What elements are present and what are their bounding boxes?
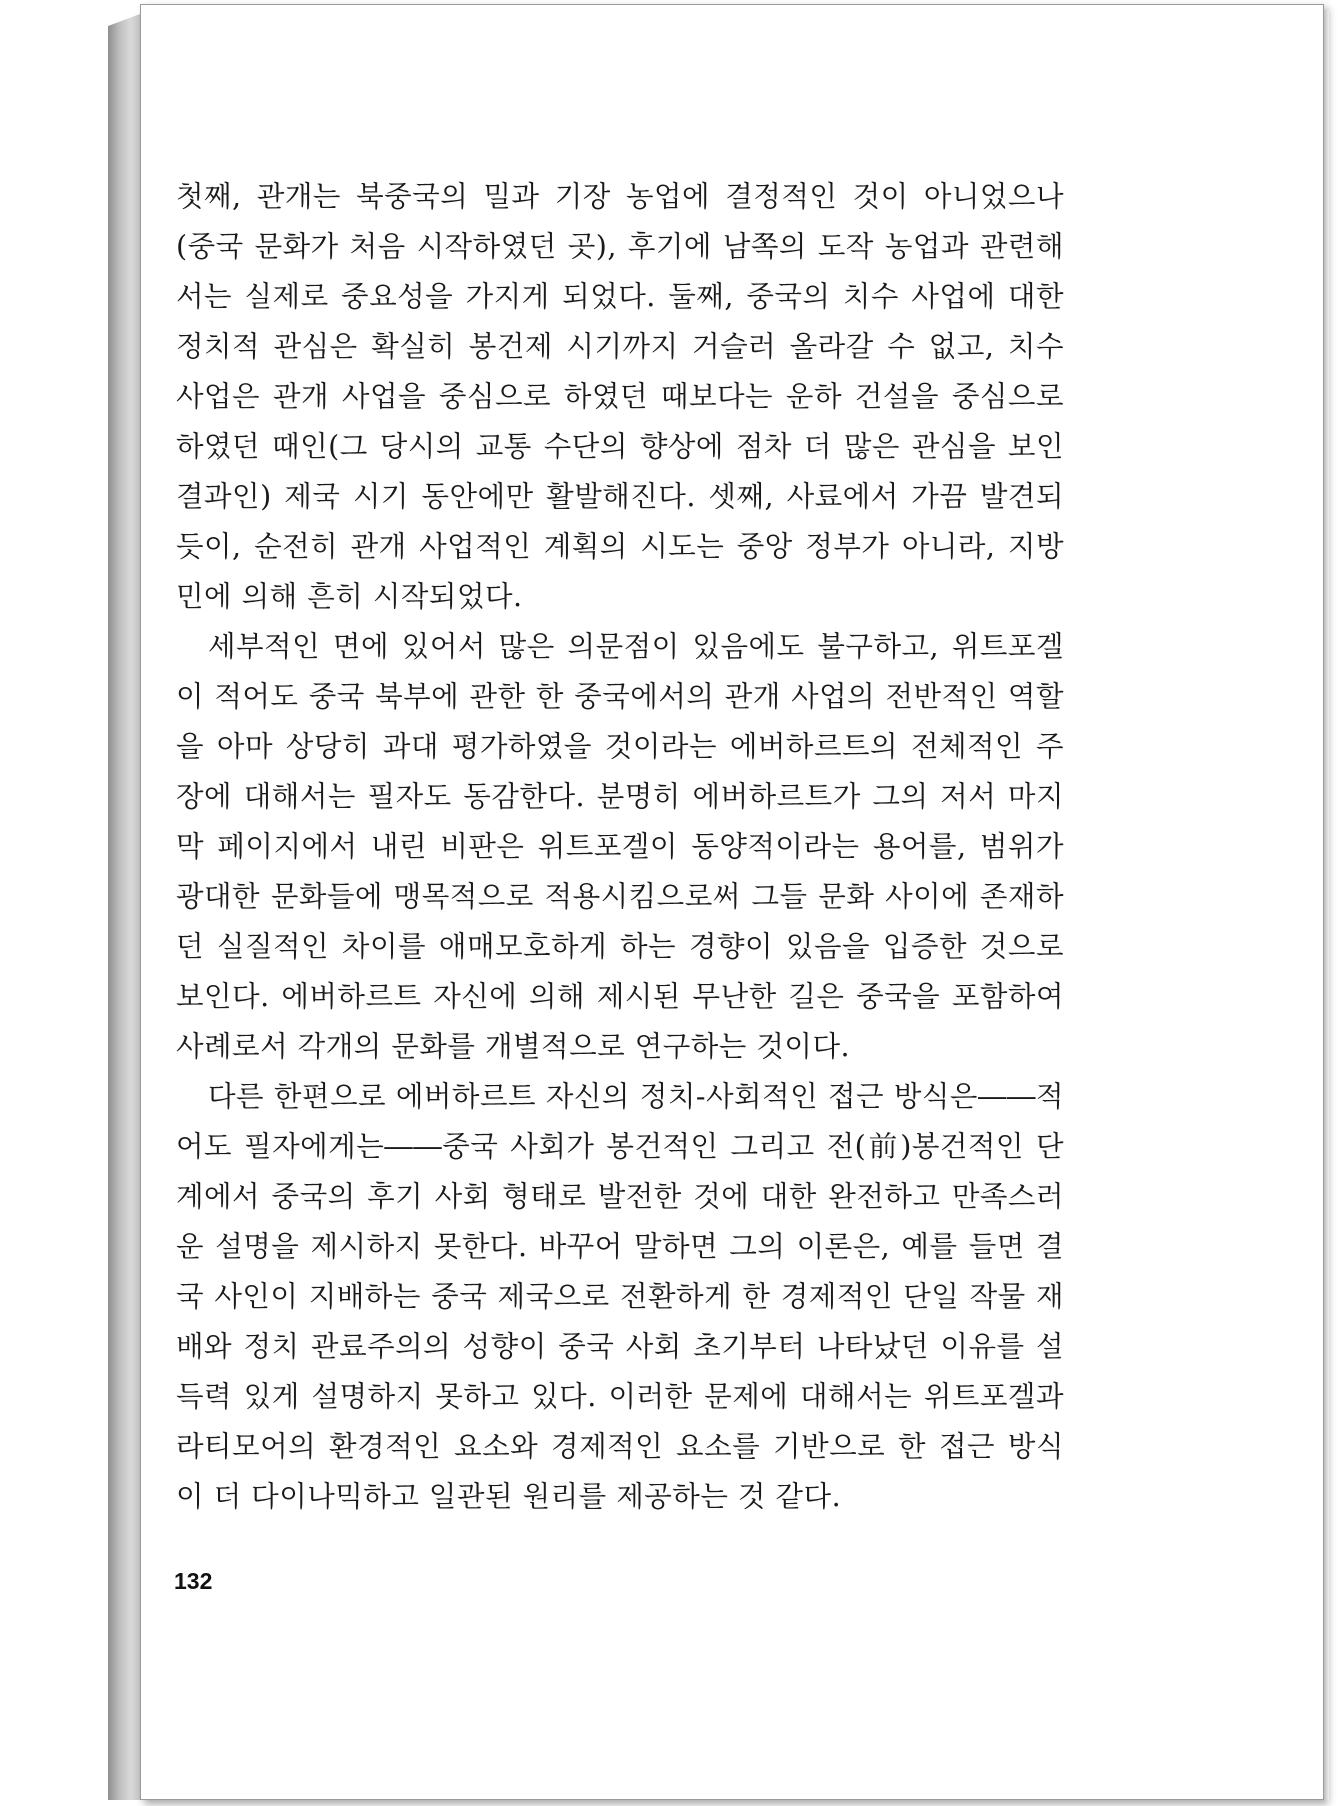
page-number: 132	[174, 1568, 213, 1594]
body-text	[176, 172, 1064, 1522]
book-spine	[108, 14, 140, 1800]
paragraph-1: 첫째, 관개는 북중국의 밀과 기장 농업에 결정적인 것이 아니었으나 (중국 문화가 처음 시작하였던 곳), 후기에 남쪽의 도작 농업과 관련해서는 실제로 중요성을 가지게 되었다. 둘째, 중국의 치수 사업에 대한 정치적 관심은 확실히 봉건제 시기까지 거슬러 올라갈 수 없고, 치수 사업은 관개 사업을 중심으로 하였던 때보다는 운하 건설을 중심으로 하였던 때인(그 당시의 교통 수단의 향상에 점차 더 많은 관심을 보인 결과인) 제국 시기 동안에만 활발해진다. 셋째, 사료에서 가끔 발견되듯이, 순전히 관개 사업적인 계획의 시도는 중앙 정부가 아니라, 지방민에 의해 흔히 시작되었다.	[176, 180, 1064, 613]
paragraph-3: 다른 한편으로 에버하르트 자신의 정치-사회적인 접근 방식은――적어도 필자에게는――중국 사회가 봉건적인 그리고 전(前)봉건적인 단계에서 중국의 후기 사회 형태로 발전한 것에 대한 완전하고 만족스러운 설명을 제시하지 못한다. 바꾸어 말하면 그의 이론은, 예를 들면 결국 사인이 지배하는 중국 제국으로 전환하게 한 경제적인 단일 작물 재배와 정치 관료주의의 성향이 중국 사회 초기부터 나타났던 이유를 설득력 있게 설명하지 못하고 있다. 이러한 문제에 대해서는 위트포겔과 라티모어의 환경적인 요소와 경제적인 요소를 기반으로 한 접근 방식이 더 다이나믹하고 일관된 원리를 제공하는 것 같다.	[176, 1080, 1064, 1513]
paragraph-2: 세부적인 면에 있어서 많은 의문점이 있음에도 불구하고, 위트포겔이 적어도 중국 북부에 관한 한 중국에서의 관개 사업의 전반적인 역할을 아마 상당히 과대 평가하였을 것이라는 에버하르트의 전체적인 주장에 대해서는 필자도 동감한다. 분명히 에버하르트가 그의 저서 마지막 페이지에서 내린 비판은 위트포겔이 동양적이라는 용어를, 범위가 광대한 문화들에 맹목적으로 적용시킴으로써 그들 문화 사이에 존재하던 실질적인 차이를 애매모호하게 하는 경향이 있음을 입증한 것으로 보인다. 에버하르트 자신에 의해 제시된 무난한 길은 중국을 포함하여 사례로서 각개의 문화를 개별적으로 연구하는 것이다.	[176, 630, 1064, 1063]
